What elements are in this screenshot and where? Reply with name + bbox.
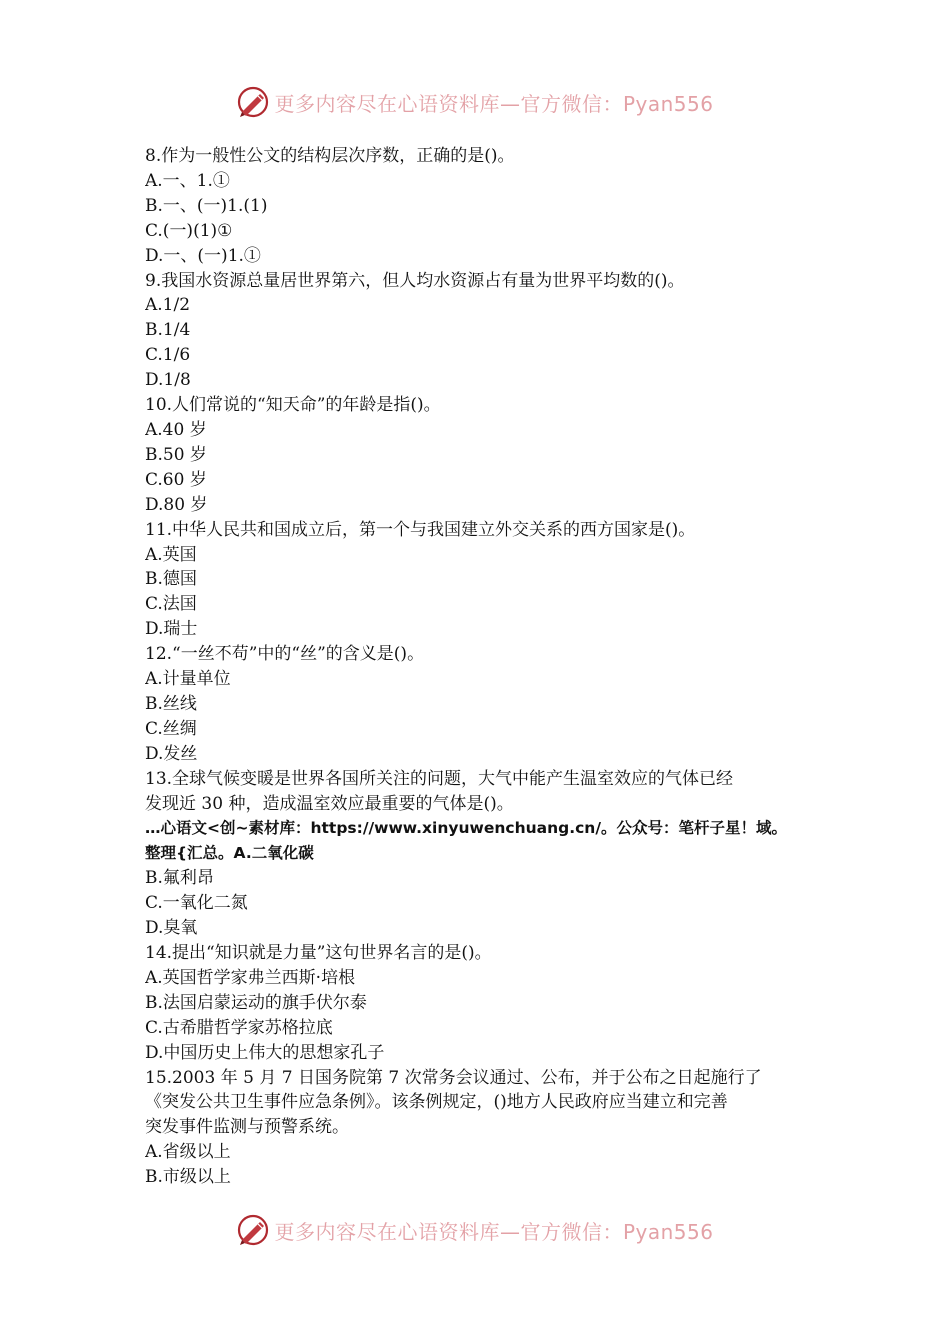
text-line: D.中国历史上伟大的思想家孔子 <box>145 1042 385 1063</box>
text-line: 14.提出“知识就是力量”这句世界名言的是()。 <box>145 943 492 963</box>
text-line: 发现近 30 种，造成温室效应最重要的气体是()。 <box>145 793 514 814</box>
text-line: C.古希腊哲学家苏格拉底 <box>145 1017 333 1038</box>
text-line: B.丝线 <box>145 693 197 714</box>
text-line: B.市级以上 <box>145 1167 231 1188</box>
text-line: B.德国 <box>145 569 197 590</box>
text-line: B.一、(一)1.(1) <box>145 195 268 216</box>
footer-banner-text: 更多内容尽在心语资料库—官方微信：Pyan556 <box>274 1219 714 1244</box>
footer-watermark-banner <box>0 1210 950 1250</box>
text-line: B.1/4 <box>145 320 191 341</box>
text-line: 突发事件监测与预警系统。 <box>145 1117 349 1138</box>
text-line: B.50 岁 <box>145 444 207 465</box>
text-line: D.一、(一)1.① <box>145 245 261 266</box>
text-line: 15.2003 年 5 月 7 日国务院第 7 次常务会议通过、公布，并于公布之日起施行了 <box>145 1067 762 1088</box>
text-line: A.1/2 <box>145 295 191 316</box>
text-line: 13.全球气候变暖是世界各国所关注的问题，大气中能产生温室效应的气体已经 <box>145 768 734 789</box>
text-line: A.40 岁 <box>145 419 207 440</box>
text-line: C.(一)(1)① <box>145 220 233 241</box>
text-line: C.1/6 <box>145 345 191 366</box>
text-line: 《突发公共卫生事件应急条例》。该条例规定，()地方人民政府应当建立和完善 <box>145 1092 728 1113</box>
text-line: C.60 岁 <box>145 469 207 490</box>
text-line: A.一、1.① <box>145 170 230 191</box>
text-line: 10.人们常说的“知天命”的年龄是指()。 <box>145 395 441 416</box>
question-list <box>145 144 810 1190</box>
text-line: 11.中华人民共和国成立后，第一个与我国建立外交关系的西方国家是()。 <box>145 519 696 540</box>
text-line: A.英国哲学家弗兰西斯·培根 <box>145 967 356 988</box>
text-line: 8.作为一般性公文的结构层次序数，正确的是()。 <box>145 146 515 166</box>
text-line: A.英国 <box>145 544 197 565</box>
text-line: D.1/8 <box>145 370 191 391</box>
text-line: 整理{汇总。A.二氧化碳 <box>145 844 314 863</box>
text-line: …心语文<创~素材库：https://www.xinyuwenchuang.cn/。公众号：笔杆子星！域。 <box>145 819 787 838</box>
text-line: 12.“一丝不苟”中的“丝”的含义是()。 <box>145 644 425 665</box>
header-watermark-banner <box>0 82 950 122</box>
header-banner-text: 更多内容尽在心语资料库—官方微信：Pyan556 <box>274 91 714 116</box>
text-line: B.氟利昂 <box>145 868 214 889</box>
text-line: C.丝绸 <box>145 718 197 739</box>
text-line: D.臭氧 <box>145 918 198 939</box>
text-line: C.一氧化二氮 <box>145 893 248 914</box>
text-line: A.计量单位 <box>145 669 231 690</box>
pen-logo-icon <box>236 85 270 119</box>
text-line: D.发丝 <box>145 743 198 764</box>
text-line: 9.我国水资源总量居世界第六，但人均水资源占有量为世界平均数的()。 <box>145 270 685 291</box>
text-line: C.法国 <box>145 594 197 615</box>
text-line: D.瑞士 <box>145 619 198 640</box>
text-line: A.省级以上 <box>145 1142 231 1163</box>
text-line: D.80 岁 <box>145 494 208 515</box>
text-line: B.法国启蒙运动的旗手伏尔泰 <box>145 992 367 1013</box>
pen-logo-icon <box>236 1213 270 1247</box>
